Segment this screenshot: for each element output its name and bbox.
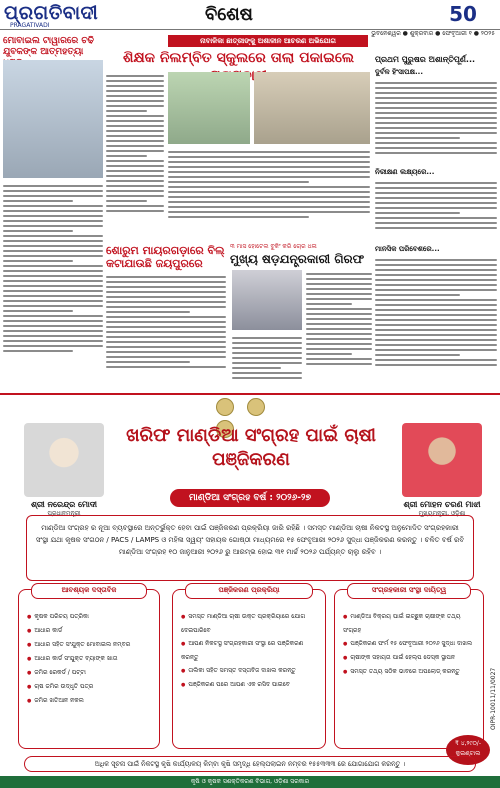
accused-photo — [232, 270, 302, 330]
documents-title: ଆବଶ୍ୟକ ଦସ୍ତାବିଜ — [31, 583, 147, 599]
dateline: ଭୁବନେଶ୍ୱର ● ଶୁକ୍ରବାର ● ଫେବୃଆରୀ ୧ ● ୨୦୨୫ — [371, 30, 495, 37]
right-story-headline: ପ୍ରଥମ ପୁରୁଷର ଅଶାନ୍ତିପୂର୍ଣ... — [375, 55, 476, 64]
list-item: ● ସମସ୍ତ ତଥ୍ୟ ସଠିକ ଭାବରେ ଅପଲୋଡ୍ କରନ୍ତୁ — [343, 665, 477, 679]
mid-right-body — [306, 270, 372, 388]
school-photo — [168, 72, 250, 144]
ashoka-emblem-icon — [247, 398, 265, 416]
main-story-col1 — [106, 72, 164, 237]
agency-duties-box — [334, 586, 484, 749]
right-story-body-2 — [375, 179, 497, 244]
mid-story-body — [106, 273, 226, 387]
procurement-year-pill: ମାଣ୍ଡିଆ ସଂଗ୍ରହ ବର୍ଷ : ୨୦୨୬-୨୭ — [170, 489, 330, 507]
masthead-logo — [4, 2, 154, 28]
ad-headline: ଖରିଫ ମାଣ୍ଡିଆ ସଂଗ୍ରହ ପାଇଁ ଚାଷୀ ପଞ୍ଜିକରଣ — [126, 425, 376, 470]
ad-registration-notice: ମାଣ୍ଡିଆ ସଂଗ୍ରହ ର ନୂଆ ବ୍ୟବସ୍ଥାରେ ଅନ୍ତର୍ଭୁକ୍ତ ହେବା ପାଇଁ ପଞ୍ଜିକରଣ ପ୍ରକ୍ରିୟା ଜାରି ରହିଛି । ସମସ୍ତ ମାଣ୍ଡିଆ ଚାଷୀ ନିକଟସ୍ଥ ଅନୁମୋଦିତ ସଂଗ୍ରହକାରୀ ସଂସ୍ଥା ଯଥା କୃଷକ ସଂଗଠନ / PACS / LAMPS ଓ ମହିଳା ସ୍ୱୟଂ ସହାୟକ ଗୋଷ୍ଠୀ ମାଧ୍ୟମରେ ୧୫ ଫେବୃଆରୀ ୨୦୨୬ ସୁଦ୍ଧା ପଞ୍ଜିକରଣ କରନ୍ତୁ । ଚଳିତ ବର୍ଷ ରବି ମାଣ୍ଡିଆ ସଂଗ୍ରହ ୧୦ ଜାନୁଆରୀ ୨୦୨୬ ରୁ ଆରମ୍ଭ ହୋଇ ୩୧ ମାର୍ଚ୍ଚ ୨୦୨୬ ପର୍ଯ୍ୟନ୍ତ ଚାଲୁ ରହିବ । — [26, 515, 474, 581]
registration-process-box — [172, 586, 326, 749]
masthead-rule — [0, 29, 500, 30]
list-item: ● ଆଧାର କାର୍ଡ ସଂଯୁକ୍ତ ବ୍ୟାଙ୍କ ଖାତା — [27, 652, 153, 666]
left-story-headline: ମୋବାଇଲ ଟାୱାରରେ ଚଢି ଯୁବକଙ୍କ ଆତ୍ମହତ୍ୟା — [3, 36, 94, 57]
right-story-body-3 — [375, 256, 497, 389]
cm-name: ଶ୍ରୀ ମୋହନ ଚରଣ ମାଝୀ — [403, 500, 481, 509]
mid-right-body-2 — [232, 334, 302, 388]
list-item: ● କୃଷକ ପରିଚୟ ପତ୍ରିକା — [27, 610, 153, 624]
registration-process-title: ପଞ୍ଜିକରଣ ପ୍ରକ୍ରିୟା — [185, 583, 313, 599]
department-footer: କୃଷି ଓ କୃଷକ ସଶକ୍ତିକରଣ ବିଭାଗ, ଓଡ଼ିଶା ସରକାର — [0, 776, 500, 788]
list-item: ● ତାଲିକା ସହିତ ସମସ୍ତ ଦସ୍ତାବିଜ ଦାଖଲ କରନ୍ତୁ — [181, 664, 319, 678]
right-story-subhead-2: ନିରୀକ୍ଷଣ ଲକ୍ଷ୍ୟରେ... — [375, 168, 435, 176]
mid-right-headline: ମୁଖ୍ୟ ଷଡ଼ଯନ୍ତ୍ରକାରୀ ଗିରଫ — [230, 252, 365, 266]
right-story-subhead-3: ମାନସିକ ପରିବେଶରେ... — [375, 245, 440, 253]
government-logos — [212, 398, 288, 416]
list-item: ● ଆଧାର କାର୍ଡ — [27, 624, 153, 638]
documents-box — [18, 586, 160, 749]
tower-photo — [3, 60, 103, 178]
cm-portrait — [402, 423, 482, 497]
list-item: ● ଆଧାର ସହିତ ସଂଯୁକ୍ତ ମୋବାଇଲ ନମ୍ବର — [27, 638, 153, 652]
meeting-photo — [254, 72, 370, 144]
list-item: ● ଜମିର ରେକର୍ଡ / ପଟ୍ଟା — [27, 666, 153, 680]
pm-name: ଶ୍ରୀ ନରେନ୍ଦ୍ର ମୋଦୀ — [30, 500, 98, 509]
story-kicker-banner: ନାବାଳିକା ଛାତ୍ରୀଙ୍କୁ ଅଶାଳୀନ ଆଚରଣ ଅଭିଯୋଗ — [168, 35, 368, 47]
list-item: ● ପଞ୍ଜିକରଣ ପରେ ଆପଣ ଏକ ରସିଦ ପାଇବେ — [181, 678, 319, 692]
main-story-body — [168, 148, 370, 238]
odisha-emblem-icon — [216, 398, 234, 416]
pm-title: ପ୍ରଧାନମନ୍ତ୍ରୀ — [47, 510, 81, 517]
msp-price-badge: ₹ ୪,୨୯୦/- କୁଇଣ୍ଟାଲ — [446, 735, 490, 765]
agency-duties-title: ସଂଗ୍ରହକାରୀ ସଂସ୍ଥା ଦାୟିତ୍ୱ — [347, 583, 471, 599]
pm-portrait — [24, 423, 104, 497]
anniversary-badge: 50 — [449, 2, 477, 26]
section-title: ବିଶେଷ — [205, 4, 253, 25]
cm-title: ମୁଖ୍ୟମନ୍ତ୍ରୀ, ଓଡ଼ିଶା — [418, 510, 466, 517]
logo-text: ପ୍ରଗତିବାଦୀ — [4, 2, 99, 24]
list-item: ● ଆପଣ ନିକଟସ୍ଥ ସଂଗ୍ରହକାରୀ ସଂସ୍ଥା ରେ ପଞ୍ଜିକରଣ କରନ୍ତୁ — [181, 637, 319, 664]
list-item: ● ମାଣ୍ଡିଆ ବିକ୍ରୟ ପାଇଁ ଇଚ୍ଛୁକ ଚାଷୀଙ୍କ ତଥ୍ୟ ସଂଗ୍ରହ — [343, 610, 477, 637]
mid-story-headline: ଶୋରୁମ ମାୟରଗଡ଼ାରେ ବିଲ୍ କଟାଯାଉଛି ଜୟପୁରରେ — [106, 244, 225, 270]
left-story-body — [3, 182, 103, 387]
list-item: ● ଚାଷ ଜମିର ଉଦ୍ଧୃତି ପତ୍ର — [27, 680, 153, 694]
mid-right-kicker: ୩ ମାସ ହୋଟେଲ ବୁକିଂ କରି ଚୋର ଧଳା — [230, 243, 317, 250]
right-story-subhead-1: ଦୁର୍ବଳ ହିଂସାପକ୍ଷ... — [375, 68, 423, 76]
main-story-headline: ଶିକ୍ଷକ ନିଲମ୍ବିତ ସ୍କୁଲରେ ତାଲା ପକାଇଲେ — [122, 50, 355, 66]
list-item: ● ଚାଷୀଙ୍କ ସହାୟତା ପାଇଁ ହେଲ୍ପ ଡେସ୍କ ସ୍ଥାପନ — [343, 651, 477, 665]
list-item: ● ସମସ୍ତ ମାଣ୍ଡିଆ ଚାଷୀ ଉକ୍ତ ପ୍ରକ୍ରିୟାରେ ଯୋଗ ଦେଇପାରିବେ — [181, 610, 319, 637]
logo-subtitle: PRAGATIVADI — [10, 22, 50, 29]
right-story-body-1 — [375, 79, 497, 167]
list-item: ● ପଞ୍ଜିକରଣ ଫର୍ମ ୧୫ ଫେବୃଆରୀ ୨୦୨୬ ସୁଦ୍ଧା ଦାଖଲ — [343, 637, 477, 651]
helpline-strip: ଅଧିକ ସୂଚନା ପାଇଁ ନିକଟସ୍ଥ କୃଷି କାର୍ଯ୍ୟାଳୟ କିମ୍ବା କୃଷି ସମୃଦ୍ଧି ହେଲ୍ପଲାଇନ ନମ୍ବର ୧୫୫୩୩୩ ରେ ଯୋଗାଯୋଗ କରନ୍ତୁ । — [24, 756, 476, 772]
ad-release-code: OIPR-10011/11/0027 — [490, 667, 497, 730]
list-item: ● ଜମିର ଖତିଆନ ନକଲ — [27, 694, 153, 708]
